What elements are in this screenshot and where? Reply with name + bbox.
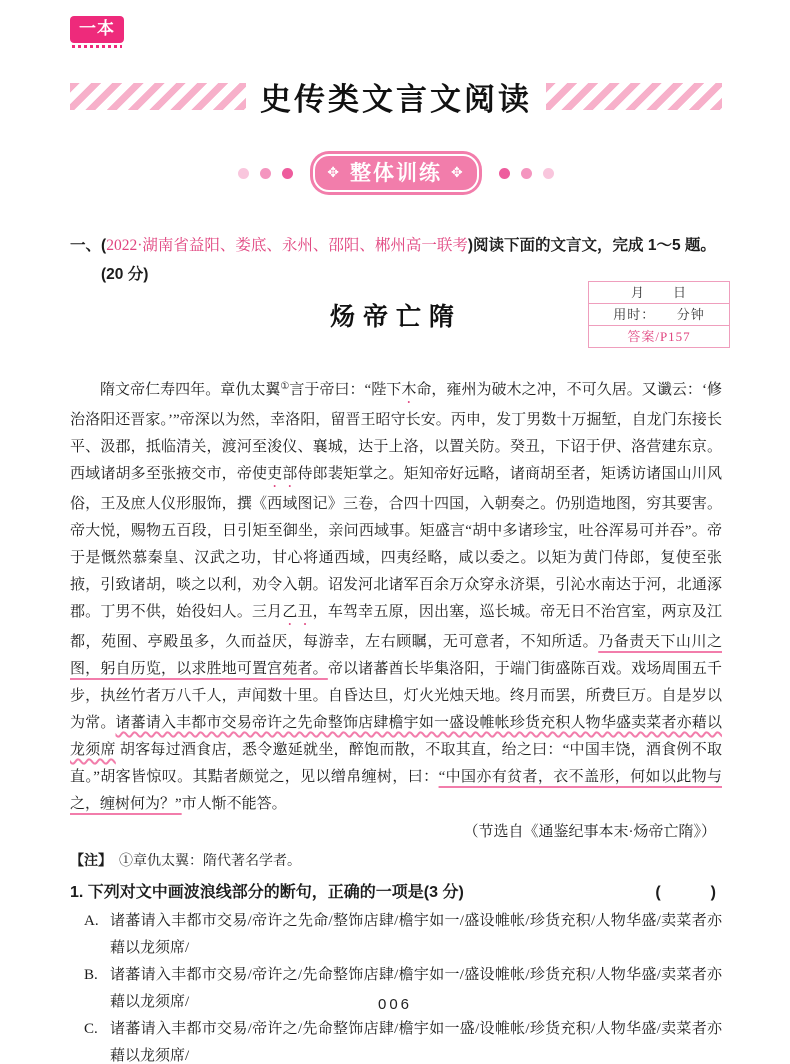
info-table-row: 答案/P157 <box>627 329 691 344</box>
passage <box>70 373 722 847</box>
passage-text <box>70 373 722 818</box>
brand-logo: 一本 <box>70 16 124 43</box>
paren-close: ) <box>467 237 474 254</box>
time-answer-table <box>588 281 730 348</box>
footnote-text: ①章仇太翼：隋代著名学者。 <box>105 854 301 869</box>
exam-source: 2022·湖南省益阳、娄底、永州、邵阳、郴州高一联考 <box>106 237 468 254</box>
article-title-row <box>70 285 722 344</box>
stripe-right <box>546 83 722 110</box>
page-content <box>70 0 722 1064</box>
passage-segment-normal: 帝以诸蕃酋长毕集洛阳，于端门街盛陈百戏。戏场周围五千步，执丝竹者万八千人，声闻数十里。自昏达旦，灯火光烛天地。终月而罢，所费巨万。自是岁以为常。 <box>70 661 722 731</box>
decorative-dot <box>260 168 271 179</box>
intro-instruction: 阅读下面的文言文，完成 1～5 题。 <box>473 237 716 254</box>
footnote <box>70 848 722 874</box>
option-C <box>70 1016 722 1064</box>
option-label: B. <box>84 967 98 983</box>
question-1-options <box>70 908 722 1064</box>
decorative-dot <box>543 168 554 179</box>
decorative-dot <box>499 168 510 179</box>
logo-block <box>70 0 722 48</box>
decorative-dot <box>238 168 249 179</box>
passage-segment-normal: 侍郎裴矩掌之。矩知帝好远略，诸商胡至者，矩诱访诸国山川风俗，王及庶人仪形服饰，撰《西域图记》三卷，合四十四国，入朝奏之。仍别造地图，穷其要害。帝大悦，赐物五百段，日引矩至御坐，亲问西域事。矩盛言“胡中多诸珍宝，吐谷浑易可并吞”。帝于是慨然慕秦皇、汉武之功，甘心将通西域，四夷经略，咸以委之。以矩为黄门侍郎，复使至张掖，引致诸胡，啖之以利，劝令入朝。诏发河北诸军百余万众穿永济渠，引沁水南达于河，北通涿郡。丁男不供，始役妇人。三月 <box>70 466 722 620</box>
section-badge-label: 整体训练 <box>350 162 442 185</box>
flower-icon: ✥ <box>327 164 341 180</box>
info-table-row: 用时： 分钟 <box>589 304 729 326</box>
section-badge <box>310 151 481 195</box>
flower-icon: ✥ <box>451 164 465 180</box>
question-1-text: 下列对文中画波浪线部分的断句，正确的一项是(3 分) <box>87 884 464 901</box>
decorative-dot <box>521 168 532 179</box>
passage-segment-dots: 木 <box>401 382 417 398</box>
option-label: C. <box>84 1021 98 1037</box>
paren-open: ( <box>101 237 107 254</box>
passage-segment-normal: 隋文帝仁寿四年。章仇太翼 <box>100 382 281 398</box>
passage-segment-wavy: 诸蕃请入丰都市交易帝许之先命整饰店肆檐宇如一盛设帷帐珍货充积人物华盛卖菜者亦藉以龙须席 <box>70 715 722 758</box>
exercise-number: 一、 <box>70 237 102 254</box>
passage-segment-dots: 吏部 <box>267 466 298 482</box>
article-title: 炀帝亡隋 <box>329 304 462 331</box>
option-label: A. <box>84 913 99 929</box>
score-line: (20 分) <box>101 266 149 283</box>
passage-segment-normal: 命，雍州为破木之冲，不可久居。又谶云：‘修治洛阳还晋家。’”帝深以为然，幸洛阳，留晋王昭守长安。丙申，发丁男数十万掘堑，自龙门东接长平、汲郡，抵临清关，渡河至浚仪、襄城，达于上洛，以置关防。癸丑，下诏于伊、洛营建东京。西域诸胡多至张掖交市，帝使 <box>70 382 722 482</box>
option-text: 诸蕃请入丰都市交易/帝许之/先命整饰店肆/檐宇如一/盛设帷帐/珍货充积/人物华盛/卖菜者亦藉以龙须席/ <box>110 967 722 1010</box>
section-badge-inner <box>313 154 478 192</box>
passage-segment-sup: ① <box>280 381 290 392</box>
passage-segment-normal: ，车驾幸五原，因出塞，巡长城。帝无日不治宫室，两京及江都，苑囿、亭殿虽多，久而益厌，每游幸，左右顾瞩，无可意者，不知所适。 <box>70 604 722 650</box>
option-A <box>70 908 722 962</box>
logo-tagline <box>72 45 122 48</box>
footnote-label: 【注】 <box>70 852 105 868</box>
passage-segment-underline: “中国亦有贫者，衣不盖形，何如以此物与之，缠树何为？” <box>70 769 722 812</box>
info-table-row: 月 日 <box>589 282 729 304</box>
page-number: 006 <box>377 996 413 1013</box>
section-badge-row <box>70 151 722 195</box>
chapter-banner <box>70 74 722 119</box>
passage-segment-underline: 乃备责天下山川之图，躬自历览，以求胜地可置宫苑者。 <box>70 634 722 677</box>
passage-attribution: （节选自《通鉴纪事本末·炀帝亡隋》） <box>463 824 716 840</box>
passage-segment-normal: 胡客每过酒食店，悉令邀延就坐，醉饱而散，不取其直，绐之曰：“中国丰饶，酒食例不取直。”胡客皆惊叹。其黠者颇觉之，见以缯帛缠树，曰： <box>70 742 722 785</box>
answer-bracket: ( ) <box>655 884 722 901</box>
decorative-dot <box>282 168 293 179</box>
chapter-title: 史传类文言文阅读 <box>260 82 532 117</box>
question-1-number: 1. <box>70 884 84 901</box>
option-text: 诸蕃请入丰都市交易/帝许之先命/整饰店肆/檐宇如一/盛设帷帐/珍货充积/人物华盛/卖菜者亦藉以龙须席/ <box>110 913 722 956</box>
passage-segment-normal: 言于帝曰：“陛下 <box>289 382 402 398</box>
passage-segment-normal: 市人惭不能答。 <box>181 796 287 812</box>
stripe-left <box>70 83 246 110</box>
passage-segment-dots: 乙丑 <box>282 604 313 620</box>
option-text: 诸蕃请入丰都市交易/帝许之/先命整饰店肆/檐宇如一盛/设帷帐/珍货充积/人物华盛/卖菜者亦藉以龙须席/ <box>110 1021 722 1064</box>
intro-line <box>70 231 722 260</box>
question-1-stem <box>70 878 722 908</box>
